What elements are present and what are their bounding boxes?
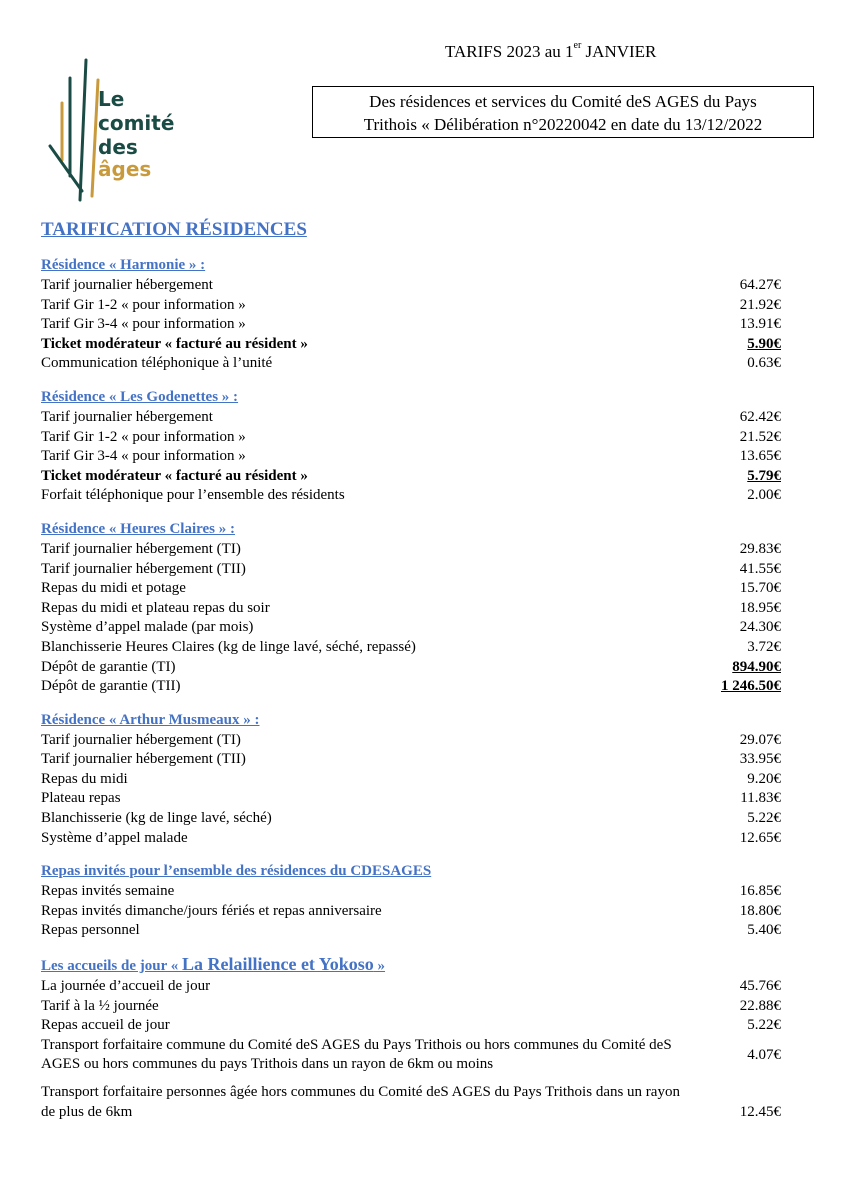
- row-label: Plateau repas: [41, 790, 121, 807]
- row-label: Tarif journalier hébergement (TII): [41, 560, 246, 577]
- logo-word-des: des: [98, 135, 138, 159]
- row-value: 62.42€: [739, 408, 781, 425]
- row-label: Tarif Gir 3-4 « pour information »: [41, 316, 246, 333]
- row-value: 12.65€: [739, 829, 781, 846]
- row-label: Tarif journalier hébergement: [41, 408, 213, 425]
- row-label: Ticket modérateur « facturé au résident »: [41, 467, 308, 484]
- tariff-row: [41, 1016, 781, 1036]
- logo-graphic: [40, 48, 200, 208]
- deliberation-line-1: Des résidences et services du Comité deS AGES du Pays: [369, 92, 757, 111]
- row-value: 15.70€: [739, 580, 781, 597]
- row-label: Tarif à la ½ journée: [41, 997, 159, 1014]
- section-title: Résidence « Heures Claires » :: [41, 520, 235, 537]
- row-label: Forfait téléphonique pour l’ensemble des résidents: [41, 487, 345, 504]
- row-label: Communication téléphonique à l’unité: [41, 355, 273, 372]
- section-title-post: »: [373, 958, 386, 975]
- section-title-big: La Relaillience et Yokoso: [181, 954, 374, 975]
- row-label: Tarif journalier hébergement: [41, 277, 213, 293]
- row-label: Système d’appel malade (par mois): [41, 619, 254, 636]
- tariff-row: [41, 276, 781, 296]
- section-title: Repas invités pour l’ensemble des résidences du CDESAGES: [41, 863, 432, 880]
- row-value: 11.83€: [740, 790, 781, 807]
- row-value: 16.85€: [739, 883, 781, 900]
- tariff-row: [41, 618, 781, 638]
- row-label: Transport forfaitaire personnes âgée hors communes du Comité deS AGES du Pays Trithois dans un rayon de plus de 6km: [41, 1084, 680, 1120]
- row-value: 5.22€: [747, 1017, 781, 1034]
- row-value: 33.95€: [739, 751, 781, 768]
- row-label: Repas invités dimanche/jours fériés et repas anniversaire: [41, 902, 382, 919]
- tariff-row: [41, 428, 781, 448]
- row-label: Repas accueil de jour: [41, 1017, 170, 1034]
- row-value: 5.22€: [747, 810, 781, 827]
- row-label: Dépôt de garantie (TII): [41, 678, 181, 695]
- row-value: 1 246.50€: [721, 678, 781, 695]
- row-label: Ticket modérateur « facturé au résident »: [41, 335, 308, 352]
- tariff-row: [41, 789, 781, 809]
- tariff-row: [41, 882, 781, 902]
- row-value: 4.07€: [747, 1046, 781, 1063]
- tariff-row: [41, 560, 781, 580]
- row-value: 5.90€: [747, 335, 781, 352]
- row-value: 5.40€: [747, 922, 781, 939]
- row-value: 22.88€: [739, 997, 781, 1014]
- section-accueils-de-jour: [41, 954, 781, 1122]
- section-title: Résidence « Arthur Musmeaux » :: [41, 711, 260, 728]
- tariff-document: [41, 255, 781, 1135]
- row-label: Tarif journalier hébergement (TI): [41, 540, 241, 557]
- section-heures-claires: [41, 519, 781, 697]
- row-value: 41.55€: [739, 560, 781, 577]
- row-value: 5.79€: [747, 467, 781, 484]
- row-value: 18.95€: [739, 599, 781, 616]
- row-value: 29.07€: [739, 731, 781, 748]
- tariff-row: [41, 315, 781, 335]
- tariff-row: [41, 731, 781, 751]
- tariff-row: [41, 540, 781, 560]
- tariff-row: [41, 977, 781, 997]
- row-value: 13.65€: [739, 448, 781, 465]
- row-label: Dépôt de garantie (TI): [41, 658, 176, 675]
- row-value: 24.30€: [739, 619, 781, 636]
- row-label: La journée d’accueil de jour: [41, 978, 211, 995]
- row-value: 894.90€: [732, 658, 781, 675]
- tariff-row: [41, 296, 781, 316]
- section-title: Résidence « Harmonie » :: [41, 257, 206, 273]
- tariff-row: [41, 486, 781, 506]
- section-title: Résidence « Les Godenettes » :: [41, 388, 239, 405]
- logo-word-comite: comité: [98, 111, 175, 135]
- comite-des-ages-logo: [40, 48, 200, 208]
- tariff-row-deposit: [41, 677, 781, 697]
- tariff-row: [41, 750, 781, 770]
- row-label: Transport forfaitaire commune du Comité deS AGES du Pays Trithois ou hors communes du Comité deS AGES ou hors communes du pays Trithois dans un rayon de 6km ou moins: [41, 1036, 672, 1073]
- row-label: Blanchisserie (kg de linge lavé, séché): [41, 810, 272, 827]
- row-value: 9.20€: [747, 770, 781, 787]
- section-harmonie: [41, 255, 781, 374]
- row-value: 13.91€: [739, 316, 781, 333]
- row-value: 45.76€: [739, 978, 781, 995]
- deliberation-line-2: Trithois « Délibération n°20220042 en date du 13/12/2022: [363, 115, 763, 134]
- section-godenettes: [41, 387, 781, 506]
- tariff-row: [41, 997, 781, 1017]
- row-label: Repas du midi et plateau repas du soir: [41, 599, 270, 616]
- tariff-row-multiline: [41, 1083, 781, 1122]
- row-label: Repas du midi et potage: [41, 580, 186, 597]
- row-value: 3.72€: [747, 638, 781, 655]
- row-value: 12.45€: [739, 1103, 781, 1120]
- tariff-row: [41, 902, 781, 922]
- row-label: Repas personnel: [41, 922, 140, 939]
- row-value: 2.00€: [747, 487, 781, 504]
- main-title: TARIFICATION RÉSIDENCES: [41, 219, 307, 240]
- row-label: Système d’appel malade: [41, 829, 188, 846]
- tariff-row: [41, 809, 781, 829]
- deliberation-box: [312, 86, 814, 138]
- tariff-row: [41, 599, 781, 619]
- row-value: 64.27€: [739, 277, 781, 293]
- row-value: 21.52€: [739, 428, 781, 445]
- tariff-row: [41, 921, 781, 941]
- tariff-row: [41, 829, 781, 849]
- row-label: Repas invités semaine: [41, 883, 175, 900]
- row-value: 21.92€: [739, 296, 781, 313]
- row-label: Tarif Gir 1-2 « pour information »: [41, 428, 246, 445]
- tariff-row: [41, 638, 781, 658]
- row-label: Tarif Gir 3-4 « pour information »: [41, 448, 246, 465]
- tariff-row: [41, 354, 781, 374]
- section-title: [41, 954, 781, 977]
- tariff-row-multiline: [41, 1036, 781, 1075]
- tariff-row-deposit: [41, 658, 781, 678]
- row-value: 29.83€: [739, 540, 781, 557]
- tariff-row: [41, 408, 781, 428]
- document-title: TARIFS 2023 au 1er JANVIER: [445, 40, 657, 61]
- row-label: Blanchisserie Heures Claires (kg de linge lavé, séché, repassé): [41, 638, 416, 655]
- section-title-pre: Les accueils de jour «: [41, 958, 182, 975]
- row-value: 18.80€: [739, 902, 781, 919]
- logo-word-ages: âges: [98, 157, 152, 181]
- row-label: Tarif journalier hébergement (TII): [41, 751, 246, 768]
- section-repas-invites: [41, 861, 781, 941]
- row-value: 0.63€: [747, 355, 781, 372]
- tariff-row-highlight: [41, 335, 781, 355]
- row-label: Tarif journalier hébergement (TI): [41, 731, 241, 748]
- tariff-row: [41, 447, 781, 467]
- row-label: Tarif Gir 1-2 « pour information »: [41, 296, 246, 313]
- section-arthur-musmeaux: [41, 710, 781, 849]
- row-label: Repas du midi: [41, 770, 128, 787]
- logo-word-le: Le: [98, 87, 125, 111]
- tariff-row: [41, 770, 781, 790]
- tariff-row-highlight: [41, 467, 781, 487]
- tariff-row: [41, 579, 781, 599]
